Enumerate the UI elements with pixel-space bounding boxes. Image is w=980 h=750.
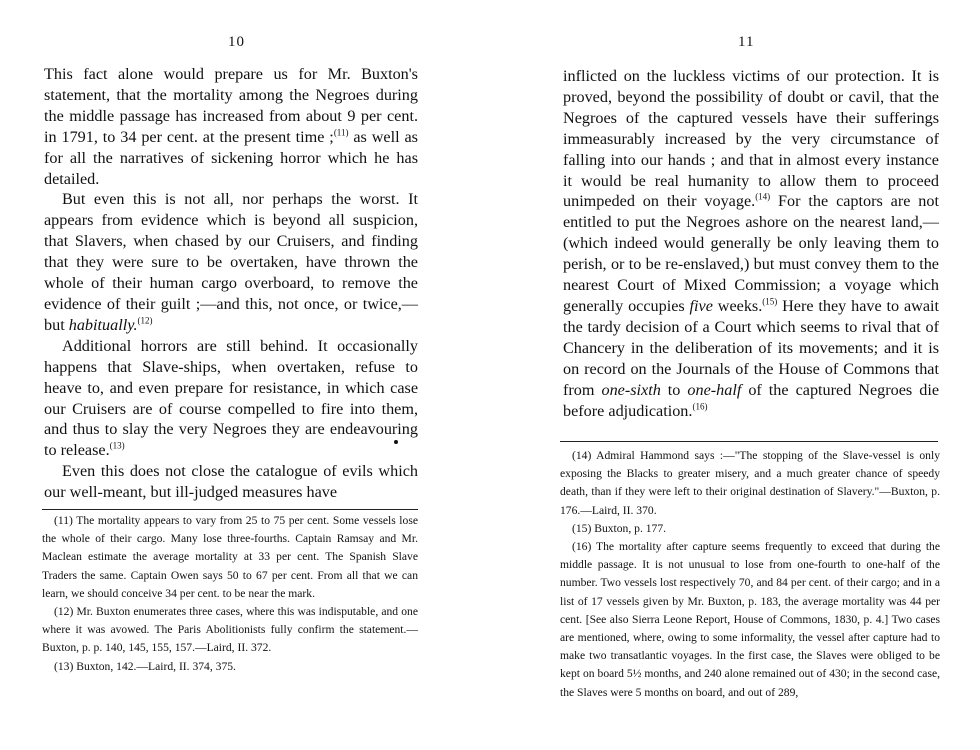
footnote-ref: (16) [692, 401, 708, 412]
footnote: (16) The mortality after capture seems frequently to exceed that during the middle passage. It is not unusual to lose from one-fourth to one-half of the number. Two vessels lost respectively 70, and 84 per cent. of their cargo; and in a list of 17 vessels given by Mr. Buxton, p. 183, the average mortality was 44 per cent. [See also Sierra Leone Report, House of Commons, 1830, p. 4.] Two cases are mentioned, where, owing to some informality, the vessel after capture had to make two transatlantic voyages. In the first case, the Slaves were obliged to be kept on board 5½ months, and 240 alone remained out of 430; in the second case, the Slaves were 5 months on board, and out of 289, [560, 540, 940, 699]
right-page [490, 0, 980, 750]
paragraph: But even this is not all, nor perhaps the worst. It appears from evidence which is beyond all suspicion, that Slavers, when chased by our Cruisers, and finding that they were sure to be overtaken, have thrown the whole of their human cargo overboard, to remove the evidence of their guilt ;—and this, not once, or twice,—but habitually.$^{(12)}$ [44, 190, 418, 334]
paragraph: This fact alone would prepare us for Mr. Buxton's statement, that the mortality among the Negroes during the middle passage has increased from about 9 per cent. in 1791, to 34 per cent. at the present time ;$^{(11)}$ as well as for all the narratives of sickening horror which he has detailed. [44, 65, 418, 188]
footnotes [42, 512, 418, 676]
footnote-ref: (12) [137, 315, 153, 326]
footnote: (15) Buxton, p. 177. [572, 521, 667, 535]
emphasis: one-sixth [601, 380, 661, 399]
footnote-ref: (13) [109, 440, 125, 451]
emphasis: five [689, 296, 713, 315]
footnote-divider [42, 509, 418, 510]
main-text [44, 64, 418, 503]
footnote-ref: (11) [333, 127, 349, 138]
footnote-ref: (14) [755, 192, 771, 203]
ink-speck [394, 440, 398, 444]
emphasis: habitually. [68, 315, 138, 334]
footnote: (14) Admiral Hammond says :—"The stopping of the Slave-vessel is only exposing the Blacks to greater misery, and a much greater chance of speedy death, than if they were left to their original destination of Slavery."—Buxton, p. 176.—Laird, II. 370. [560, 449, 940, 517]
footnote: (12) Mr. Buxton enumerates three cases, where this was indisputable, and one where it was avowed. The Paris Abolitionists fully confirm the statement.—Buxton, p. p. 140, 145, 155, 157.—Laird, II. 372. [42, 605, 418, 655]
main-text [563, 66, 939, 421]
emphasis: one-half [687, 380, 742, 399]
footnotes [560, 447, 940, 702]
footnote-ref: (15) [762, 296, 778, 307]
page-number: 11 [738, 34, 755, 50]
left-page [0, 0, 480, 750]
footnote-divider [560, 441, 938, 442]
paragraph: Additional horrors are still behind. It occasionally happens that Slave-ships, when overtaken, refuse to heave to, and even prepare for resistance, in which case our Cruisers are of course compelled to fire into them, and thus to slay the very Negroes they are endeavouring to release.$^{(13)}$ [44, 336, 418, 460]
page-number: 10 [228, 34, 245, 50]
footnote: (13) Buxton, 142.—Laird, II. 374, 375. [54, 659, 236, 673]
footnote: (11) The mortality appears to vary from 25 to 75 per cent. Some vessels lose the whole of their cargo. Many lose three-fourths. Captain Ramsay and Mr. Maclean estimate the average mortality at 33 per cent. The Spanish Slave Traders the same. Captain Owen says 50 to 67 per cent. From all that we can learn, we should conceive 34 per cent. to be near the mark. [42, 514, 418, 600]
paragraph: Even this does not close the catalogue of evils which our well-meant, but ill-judged measures have [44, 462, 418, 502]
paragraph: inflicted on the luckless victims of our protection. It is proved, beyond the possibility of doubt or cavil, that the Negroes of the captured vessels have their sufferings immeasurably increased by the very circumstance of falling into our hands ; and that in almost every instance it would be real humanity to allow them to proceed unimpeded on their voyage.$^{(14)}$ For the captors are not entitled to put the Negroes ashore on the nearest land,—(which indeed would generally be only leaving them to perish, or to be re-enslaved,) but must convey them to the nearest Court of Mixed Commission; a voyage which generally occupies five weeks.$^{(15)}$ Here they have to await the tardy decision of a Court which seems to rival that of Chancery in the deliberation of its movements; and it is on record on the Journals of the House of Commons that from one-sixth to one-half of the captured Negroes die before adjudication.$^{(16)}$ [563, 67, 940, 420]
